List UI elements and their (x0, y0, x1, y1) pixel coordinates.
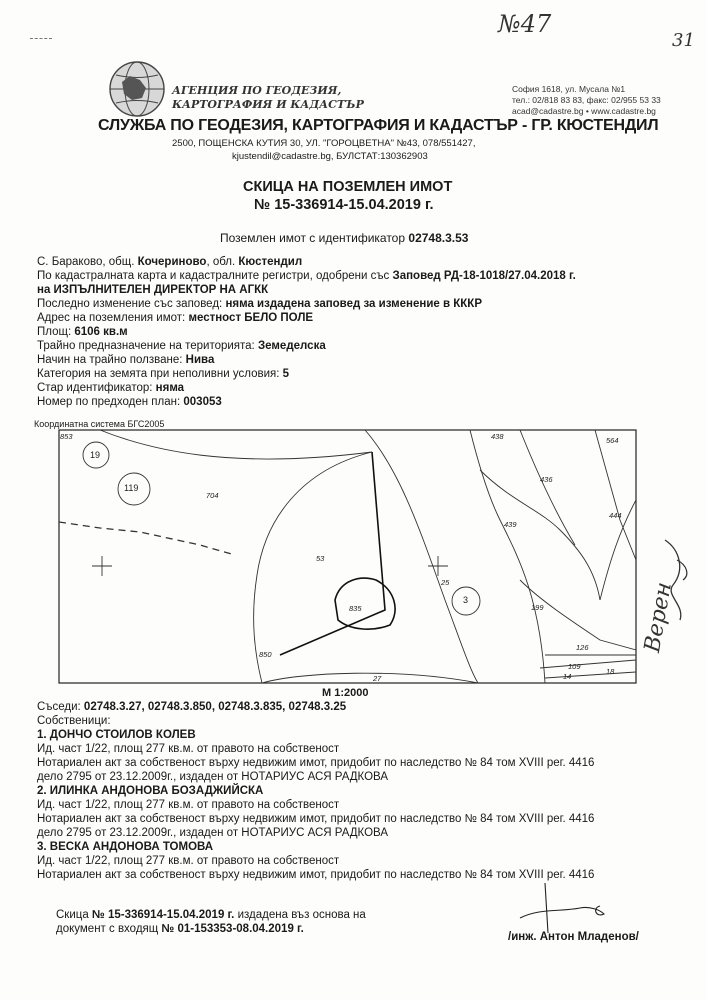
usage-value: Нива (185, 354, 215, 366)
category-label: Категория на земята при неполивни условия: (37, 368, 280, 380)
map-label-835: 835 (349, 604, 362, 613)
map-label-199: 199 (531, 603, 544, 612)
prev-plan-value: 003053 (183, 396, 222, 408)
footer-issuance (56, 908, 366, 936)
owners-section (37, 700, 594, 882)
owner-2-name: 2. ИЛИНКА АНДОНОВА БОЗАДЖИЙСКА (37, 785, 264, 797)
owner-1-name: 1. ДОНЧО СТОИЛОВ КОЛЕВ (37, 729, 196, 741)
owner-3-deed: Нотариален акт за собственост върху недвижим имот, придобит по наследство № 84 том XVIII рег. 4416 (37, 869, 595, 881)
parcel-53-outline (280, 452, 385, 655)
handwritten-margin-note: Верен (640, 580, 677, 655)
office-address: 2500, ПОЩЕНСКА КУТИЯ 30, УЛ. "ГОРОЦВЕТНА" №43, 078/551427, (172, 138, 476, 149)
dashed-boundary (59, 522, 235, 555)
footer-document-label: документ с входящ (56, 923, 159, 935)
owner-2-share: Ид. част 1/22, площ 277 кв.м. от правото на собственост (37, 799, 340, 811)
grid-cross-west (92, 556, 112, 576)
address-label: Адрес на поземления имот: (37, 312, 186, 324)
last-change-label: Последно изменение със заповед: (37, 298, 223, 310)
owner-1-deed-case: дело 2795 от 23.12.2009г., издаден от НОТАРИУС АСЯ РАДКОВА (37, 771, 389, 783)
map-label-19: 19 (90, 450, 101, 460)
agency-name-line2: КАРТОГРАФИЯ И КАДАСТЪР (172, 98, 364, 111)
coordinate-system: Координатна система БГС2005 (34, 419, 165, 429)
boundary-27 (262, 673, 478, 683)
grid-cross-east (428, 556, 448, 576)
owner-3-share: Ид. част 1/22, площ 277 кв.м. от правото на собственост (37, 855, 340, 867)
address-value: местност БЕЛО ПОЛЕ (188, 312, 314, 324)
footer-sketch-number: № 15-336914-15.04.2019 г. (91, 909, 235, 921)
area-label: Площ: (37, 326, 72, 338)
boundary-53-west (254, 452, 372, 683)
map-label-126: 126 (576, 643, 589, 652)
contact-address: София 1618, ул. Мусала №1 (512, 84, 626, 94)
neighbours-list: 02748.3.27, 02748.3.850, 02748.3.835, 02748.3.25 (83, 701, 347, 713)
boundary-704 (100, 430, 372, 459)
boundary-199 (520, 580, 636, 650)
margin-handwriting-icon (655, 530, 700, 630)
map-label-27: 27 (373, 674, 382, 683)
approval-order: Заповед РД-18-1018/27.04.2018 г. (392, 270, 576, 282)
map-label-444: 444 (609, 511, 622, 520)
owner-1-deed: Нотариален акт за собственост върху недвижим имот, придобит по наследство № 84 том XVIII рег. 4416 (37, 757, 595, 769)
approval-label: По кадастралната карта и кадастралните регистри, одобрени със (37, 270, 390, 282)
old-id-value: няма (155, 382, 185, 394)
boundary-109 (540, 660, 636, 668)
owner-2-deed: Нотариален акт за собственост върху недвижим имот, придобит по наследство № 84 том XVIII рег. 4416 (37, 813, 595, 825)
boundary-436 (520, 430, 575, 545)
map-frame (59, 430, 636, 683)
map-label-438: 438 (491, 432, 504, 441)
parcel-835-outline (335, 578, 395, 629)
sketch-number: № 15-336914-15.04.2019 г. (254, 197, 434, 213)
prev-plan-label: Номер по предходен план: (37, 396, 181, 408)
map-label-25: 25 (441, 578, 450, 587)
map-label-704: 704 (206, 491, 219, 500)
corner-sheet-number: 31 (672, 30, 695, 51)
old-id-label: Стар идентификатор: (37, 382, 153, 394)
owners-label: Собственици: (37, 715, 111, 727)
footer-line-1 (56, 908, 366, 922)
map-label-853: 853 (60, 432, 73, 441)
footer-document-number: № 01-153353-08.04.2019 г. (161, 923, 304, 935)
map-label-18: 18 (606, 667, 615, 676)
footer-line-2 (56, 922, 366, 936)
map-label-109: 109 (568, 662, 581, 671)
office-email: kjustendil@cadastre.bg, БУЛСТАТ:130362903 (232, 151, 428, 162)
purpose-value: Земеделска (257, 340, 326, 352)
identifier-label: Поземлен имот с идентификатор (220, 231, 406, 245)
map-scale: М 1:2000 (322, 687, 369, 699)
boundary-14 (545, 672, 636, 678)
office-title: СЛУЖБА ПО ГЕОДЕЗИЯ, КАРТОГРАФИЯ И КАДАСТЪР - ГР. КЮСТЕНДИЛ (98, 117, 659, 134)
district-label: , обл. (206, 256, 236, 268)
last-change-value: няма издадена заповед за изменение в КККР (225, 298, 482, 310)
district: Кюстендил (238, 256, 303, 268)
boundary-438 (470, 430, 545, 683)
footer-sketch-label: Скица (56, 909, 89, 921)
owner-2-deed-case: дело 2795 от 23.12.2009г., издаден от НОТАРИУС АСЯ РАДКОВА (37, 827, 389, 839)
map-label-53: 53 (316, 554, 325, 563)
map-label-14: 14 (563, 672, 572, 681)
map-label-850: 850 (259, 650, 272, 659)
owner-1-share: Ид. част 1/22, площ 277 кв.м. от правото на собственост (37, 743, 340, 755)
contact-web: acad@cadastre.bg • www.cadastre.bg (512, 106, 656, 116)
map-label-439: 439 (504, 520, 517, 529)
approval-authority: на ИЗПЪЛНИТЕЛЕН ДИРЕКТОР НА АГКК (37, 284, 269, 296)
category-value: 5 (282, 368, 290, 380)
municipality: Кочериново (137, 256, 207, 268)
boundary-439 (480, 470, 600, 600)
village-label: С. Бараково, общ. (37, 256, 135, 268)
signature-icon (500, 878, 630, 938)
map-label-564: 564 (606, 436, 619, 445)
contact-phone: тел.: 02/818 83 83, факс: 02/955 53 33 (512, 95, 661, 105)
map-label-3: 3 (463, 595, 469, 605)
map-label-119: 119 (124, 483, 139, 493)
boundary-564 (595, 430, 636, 560)
owner-3-name: 3. ВЕСКА АНДОНОВА ТОМОВА (37, 841, 214, 853)
footer-issued-label: издадена въз основа на (237, 909, 366, 921)
boundary-53-east (365, 430, 478, 683)
signer-name: /инж. Антон Младенов/ (508, 931, 639, 943)
usage-label: Начин на трайно ползване: (37, 354, 183, 366)
agency-name-line1: АГЕНЦИЯ ПО ГЕОДЕЗИЯ, (172, 84, 342, 97)
purpose-label: Трайно предназначение на територията: (37, 340, 255, 352)
handwritten-page-number: №47 (498, 10, 552, 38)
map-label-436: 436 (540, 475, 553, 484)
parcel-identifier: 02748.3.53 (408, 231, 469, 245)
sketch-title: СКИЦА НА ПОЗЕМЛЕН ИМОТ (243, 179, 453, 195)
neighbours-label: Съседи: (37, 701, 81, 713)
neighbours-line (37, 700, 594, 714)
area-value: 6106 кв.м (74, 326, 128, 338)
